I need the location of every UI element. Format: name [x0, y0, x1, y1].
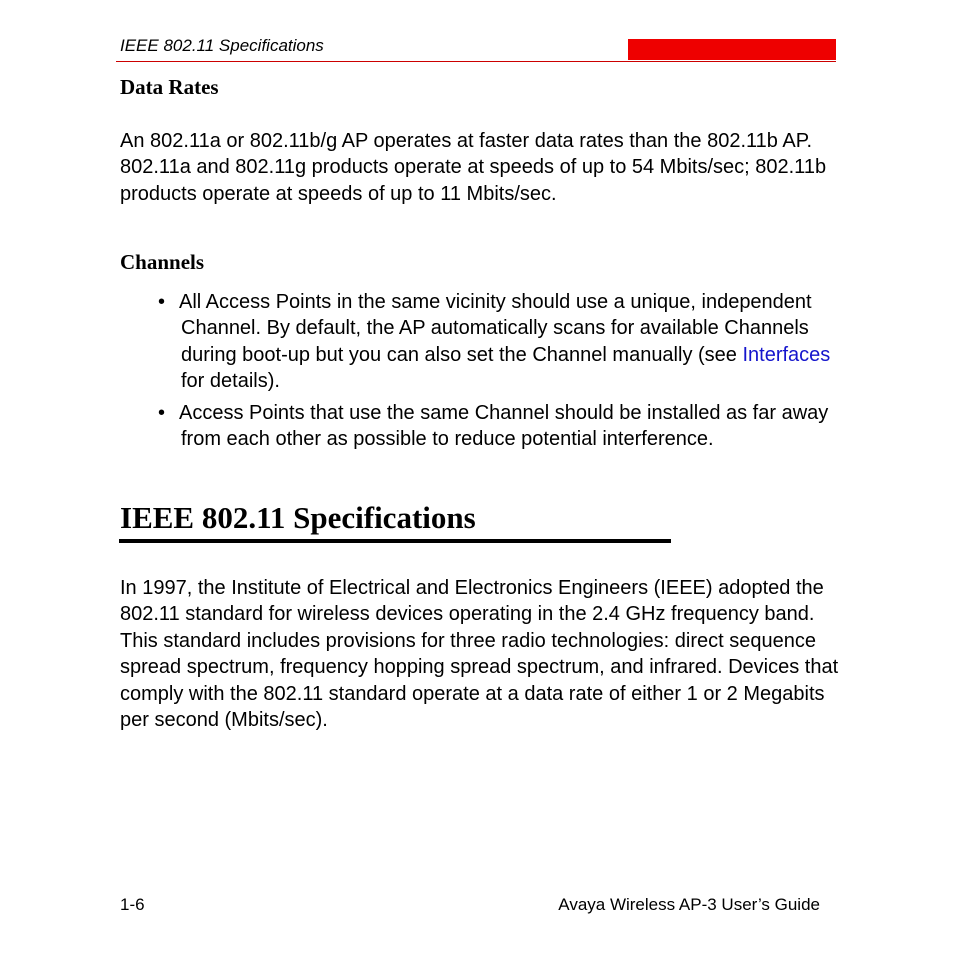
ieee-paragraph: In 1997, the Institute of Electrical and Electronics Engineers (IEEE) adopted the 802.11 standard for wireless devices operating in the 2.4 GHz frequency band. This standard includes provisions for three radio technologies: direct sequence spread spectrum, frequency hopping spread spectrum, and infrared. Devices that comply with the 802.11 standard operate at a data rate of either 1 or 2 Megabits per second (Mbits/sec). — [120, 577, 839, 732]
data-rates-paragraph: An 802.11a or 802.11b/g AP operates at faster data rates than the 802.11b AP. 802.11a and 802.11g products operate at speeds of up to 54 Mbits/sec; 802.11b products operate at speeds of up to 11 Mbits/sec. — [120, 130, 827, 205]
section-title-rule — [119, 539, 671, 543]
bullet-text-before-link: All Access Points in the same vicinity should use a unique, independent Channel. By default, the AP automatically scans for available Channels during boot-up but you can also set the Channel manually (see — [179, 291, 812, 366]
interfaces-link[interactable]: Interfaces — [742, 343, 831, 366]
bullet-glyph: • — [158, 291, 166, 313]
list-item — [120, 289, 840, 395]
list-item — [120, 400, 840, 453]
footer-guide-title: Avaya Wireless AP-3 User’s Guide — [558, 895, 820, 914]
header-rule — [116, 61, 836, 62]
data-rates-heading: Data Rates — [120, 75, 219, 99]
channels-heading: Channels — [120, 250, 205, 274]
channels-bullet-list — [120, 289, 840, 457]
bullet-glyph: • — [158, 401, 166, 424]
section-title: IEEE 802.11 Specifications — [120, 500, 476, 535]
page-number: 1-6 — [120, 895, 145, 914]
bullet-text: Access Points that use the same Channel should be installed as far away from each other as possible to reduce potential interference. — [179, 401, 829, 451]
bullet-text-after-link: for details). — [181, 370, 280, 393]
running-header-title: IEEE 802.11 Specifications — [120, 36, 324, 55]
header-accent-bar — [628, 39, 836, 60]
